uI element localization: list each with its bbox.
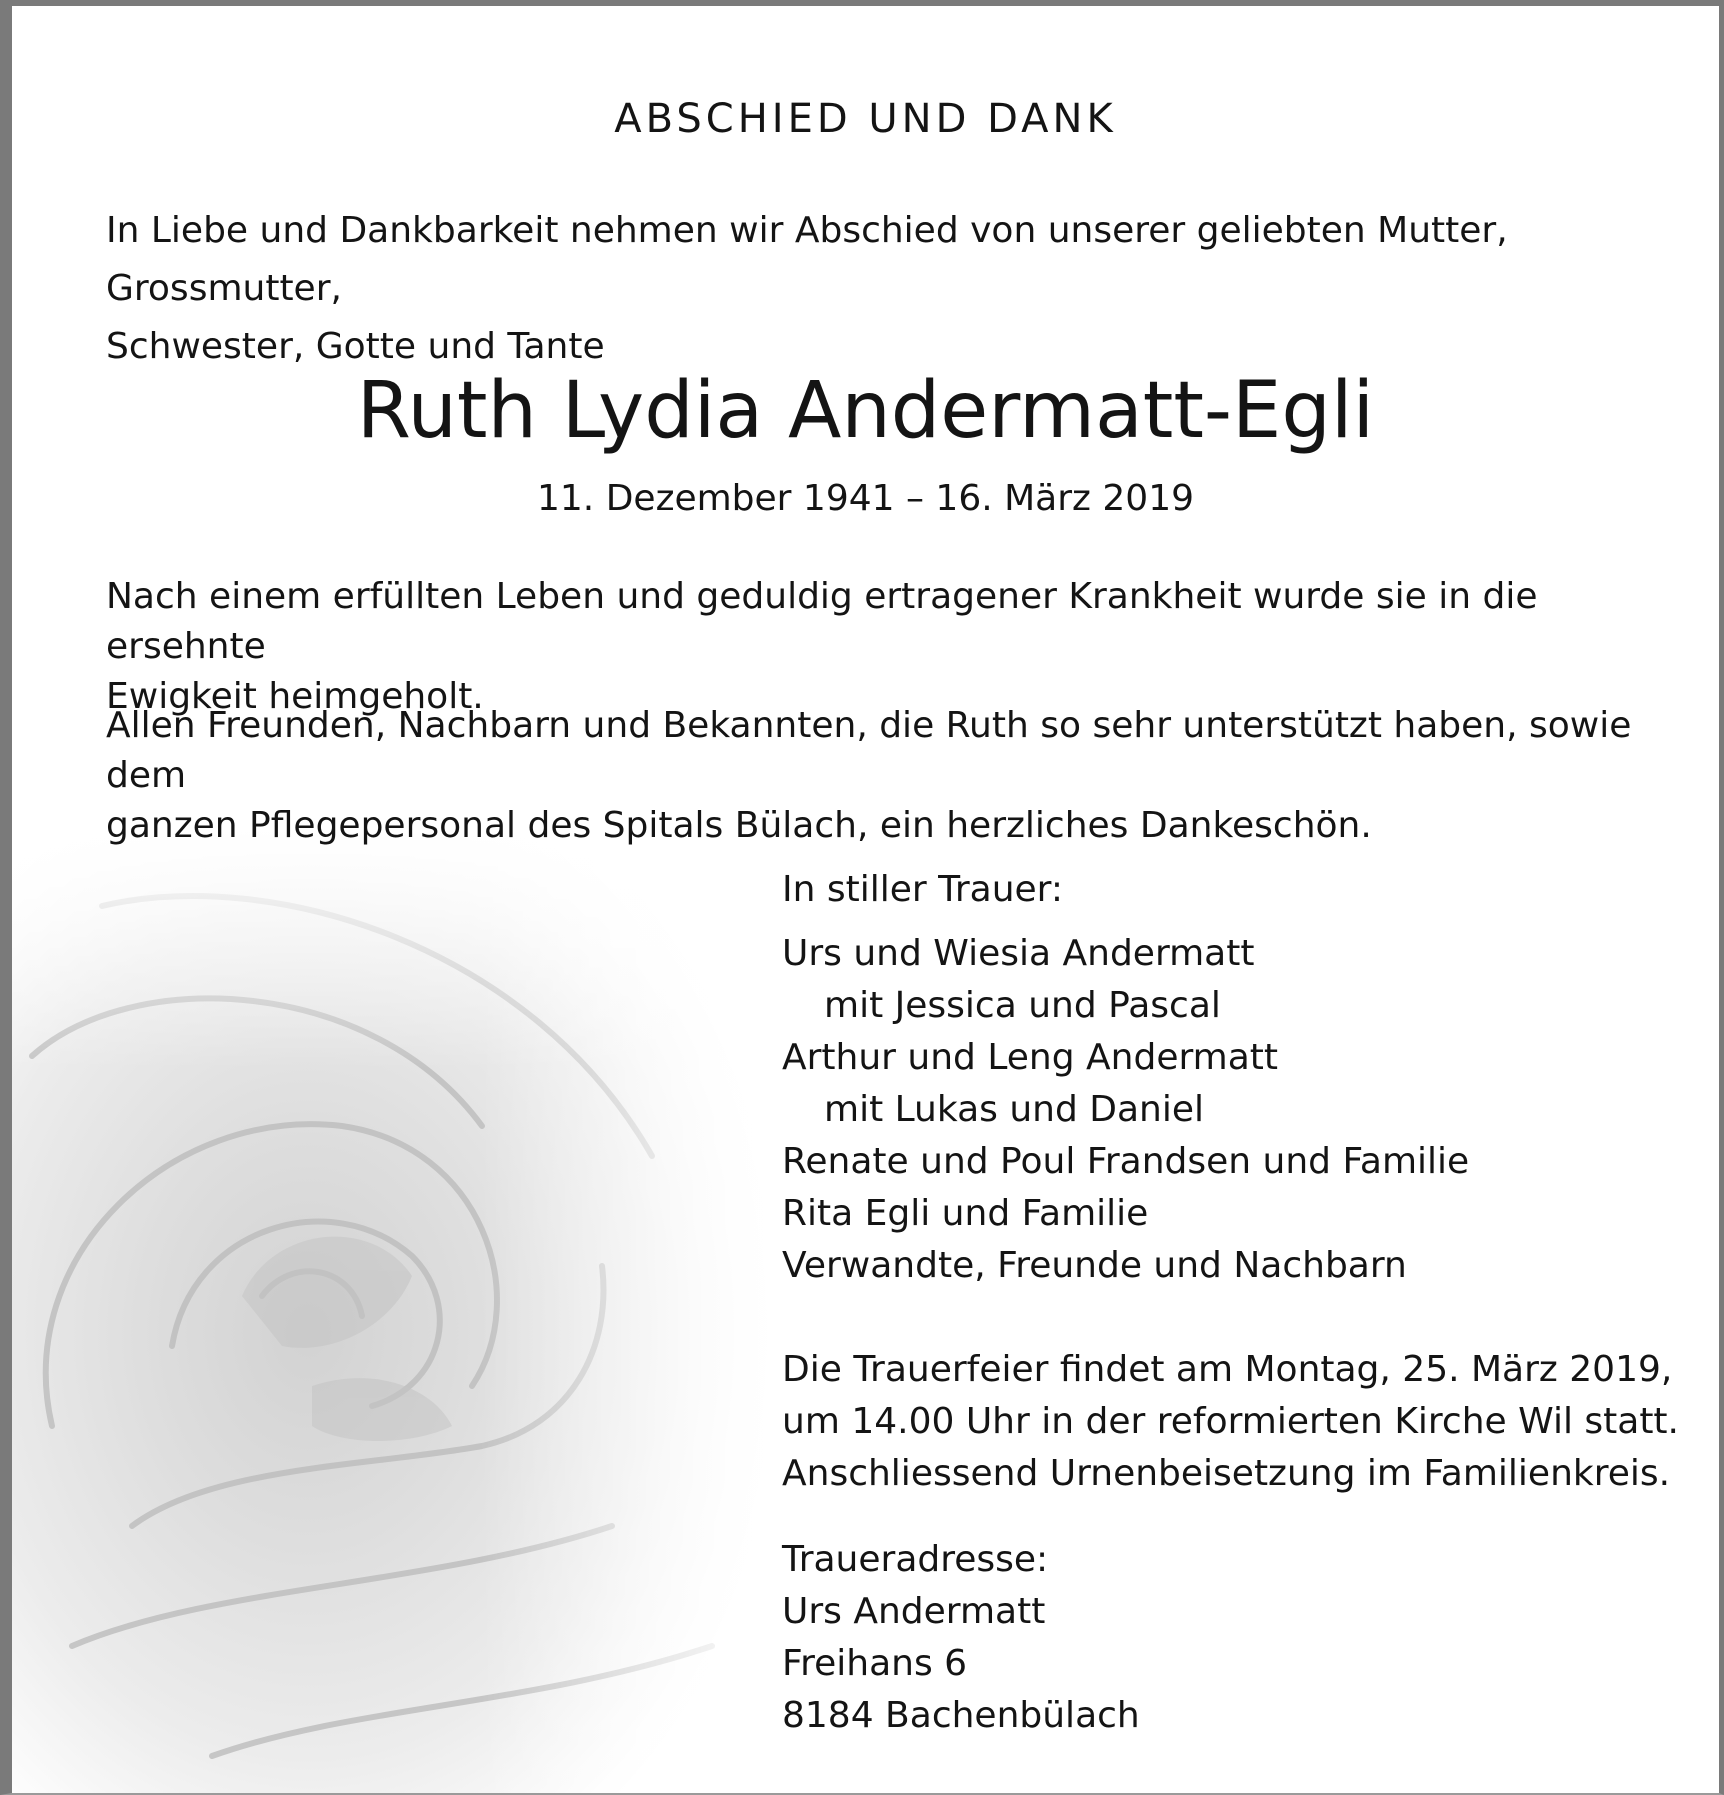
address-line: 8184 Bachenbülach	[782, 1695, 1140, 1736]
service-line: Anschliessend Urnenbeisetzung im Familienkreis.	[782, 1453, 1671, 1494]
service-line: Die Trauerfeier findet am Montag, 25. März 2019,	[782, 1349, 1673, 1390]
service-info	[782, 1344, 1682, 1500]
life-dates: 11. Dezember 1941 – 16. März 2019	[537, 478, 1194, 519]
mourner-entry: Renate und Poul Frandsen und Familie	[782, 1141, 1470, 1182]
mourners-list	[782, 928, 1682, 1292]
intro-line: In Liebe und Dankbarkeit nehmen wir Abschied von unserer geliebten Mutter, Grossmutter,	[106, 210, 1508, 309]
mourner-entry: Urs und Wiesia Andermatt	[782, 933, 1255, 974]
deceased-name: Ruth Lydia Andermatt-Egli	[356, 366, 1375, 456]
address-line: Traueradresse:	[782, 1539, 1049, 1580]
mourner-entry: Verwandte, Freunde und Nachbarn	[782, 1245, 1407, 1286]
paragraph-line: ganzen Pflegepersonal des Spitals Bülach, ein herzliches Dankeschön.	[106, 805, 1372, 846]
paragraph-line: Nach einem erfüllten Leben und geduldig ertragener Krankheit wurde sie in die ersehnte	[106, 576, 1538, 667]
paragraph-line: Ewigkeit heimgeholt.	[106, 676, 484, 717]
mourner-entry: mit Jessica und Pascal	[824, 985, 1221, 1026]
address-line: Urs Andermatt	[782, 1591, 1046, 1632]
paragraph-life	[106, 572, 1666, 722]
mourner-entry: Rita Egli und Familie	[782, 1193, 1149, 1234]
mourning-address	[782, 1534, 1682, 1742]
paragraph-thanks	[106, 701, 1666, 851]
intro-line: Schwester, Gotte und Tante	[106, 326, 605, 367]
service-line: um 14.00 Uhr in der reformierten Kirche Wil statt.	[782, 1401, 1679, 1442]
paragraph-line: Allen Freunden, Nachbarn und Bekannten, die Ruth so sehr unterstützt haben, sowie dem	[106, 705, 1632, 796]
white-rose-image	[12, 826, 792, 1795]
address-line: Freihans 6	[782, 1643, 968, 1684]
mourning-label: In stiller Trauer:	[782, 869, 1063, 910]
intro-text	[106, 202, 1666, 376]
mourner-entry: Arthur und Leng Andermatt	[782, 1037, 1279, 1078]
heading: ABSCHIED UND DANK	[614, 96, 1117, 142]
mourner-entry: mit Lukas und Daniel	[824, 1089, 1205, 1130]
